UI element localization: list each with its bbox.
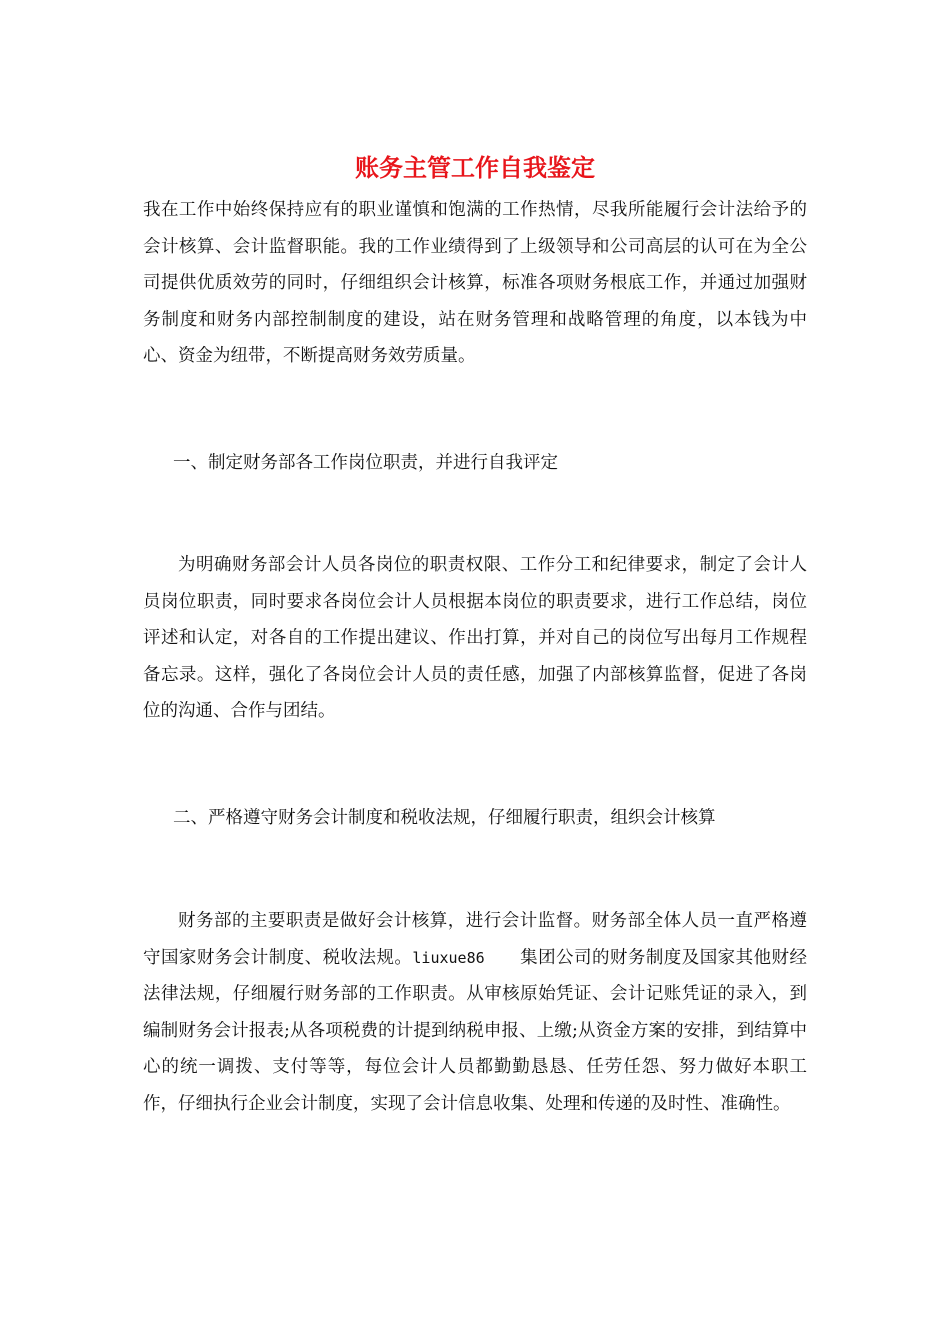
intro-paragraph: 我在工作中始终保持应有的职业谨慎和饱满的工作热情，尽我所能履行会计法给予的会计核算、会计监督职能。我的工作业绩得到了上级领导和公司高层的认可在为全公司提供优质效劳的同时，仔细组织会计核算，标准各项财务根底工作，并通过加强财务制度和财务内部控制制度的建设，站在财务管理和战略管理的角度，以本钱为中心、资金为纽带，不断提高财务效劳质量。 (143, 200, 807, 366)
section-1-body: 为明确财务部会计人员各岗位的职责权限、工作分工和纪律要求，制定了会计人员岗位职责，同时要求各岗位会计人员根据本岗位的职责要求，进行工作总结，岗位评述和认定，对各自的工作提出建议、作出打算，并对自己的岗位写出每月工作规程备忘录。这样，强化了各岗位会计人员的责任感，加强了内部核算监督，促进了各岗位的沟通、合作与团结。 (143, 555, 807, 721)
section-1-heading: 一、制定财务部各工作岗位职责，并进行自我评定 (173, 453, 558, 473)
section-2-body-part-1: 财务部的主要职责是做好会计核算，进行会计监督。财务部全体人员一直严格遵守国家财务会计制度、税收法规。 (143, 911, 807, 968)
watermark-text: liuxue86 (412, 948, 485, 967)
document-title: 账务主管工作自我鉴定 (355, 153, 595, 182)
section-2-heading: 二、严格遵守财务会计制度和税收法规，仔细履行职责，组织会计核算 (173, 808, 716, 828)
section-2-body-part-2: 集团公司的财务制度及国家其他财经法律法规，仔细履行财务部的工作职责。从审核原始凭证、会计记账凭证的录入，到编制财务会计报表;从各项税费的计提到纳税申报、上缴;从资金方案的安排，到结算中心的统一调拨、支付等等，每位会计人员都勤勤恳恳、任劳任怨、努力做好本职工作，仔细执行企业会计制度，实现了会计信息收集、处理和传递的及时性、准确性。 (143, 947, 808, 1114)
section-2-body (143, 903, 807, 1122)
